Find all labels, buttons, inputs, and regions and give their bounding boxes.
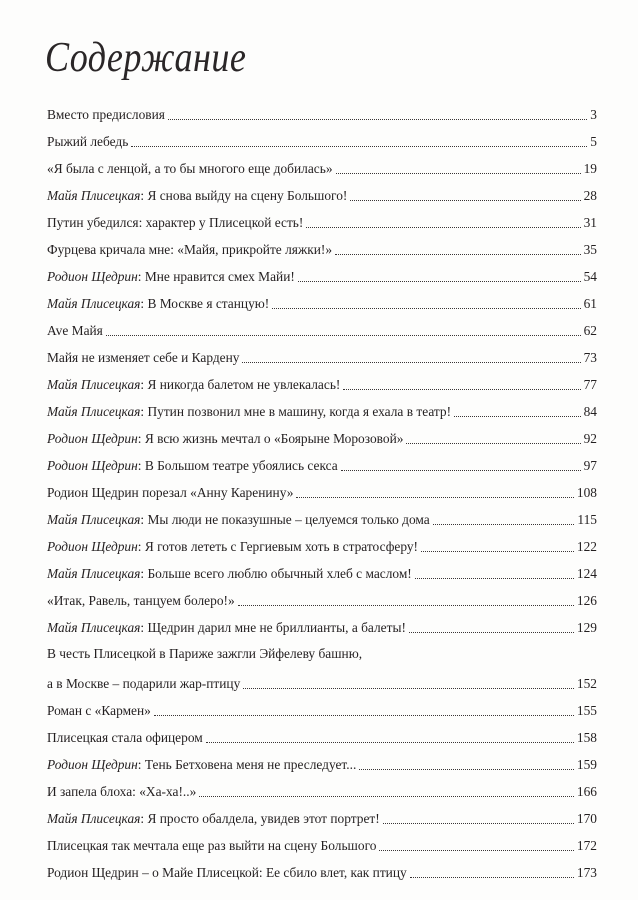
toc-page-number: 77 (583, 377, 597, 392)
toc-entry[interactable] (47, 258, 597, 285)
toc-entry-title (47, 593, 235, 609)
toc-entry[interactable] (47, 692, 597, 719)
dot-leader (298, 281, 581, 282)
toc-page-number: 152 (576, 676, 597, 691)
toc-entry[interactable] (47, 582, 597, 609)
toc-page-number: 115 (577, 512, 597, 527)
toc-entry-title (47, 296, 269, 312)
toc-entry[interactable] (47, 177, 597, 204)
toc-entry-text: : Щедрин дарил мне не бриллианты, а балеты! (140, 620, 406, 635)
toc-entry[interactable] (47, 854, 597, 881)
toc-entry-title (47, 784, 196, 800)
toc-entry-text: : Я всю жизнь мечтал о «Боярыне Морозовой» (137, 431, 404, 446)
toc-page-number: 62 (583, 323, 597, 338)
toc-page-number: 172 (576, 838, 597, 853)
dot-leader (336, 173, 581, 174)
toc-entry-title (47, 539, 418, 555)
toc-entry-title (47, 431, 403, 447)
toc-page-number: 129 (576, 620, 597, 635)
toc-entry-text: : Путин позвонил мне в машину, когда я ехала в театр! (140, 404, 452, 419)
dot-leader (238, 605, 574, 606)
toc-entry[interactable] (47, 285, 597, 312)
toc-entry-author: Майя Плисецкая (47, 296, 141, 311)
toc-entry-title (47, 161, 333, 177)
toc-entry-text: Родион Щедрин – о Майе Плисецкой: Ее сбило влет, как птицу (47, 865, 407, 880)
toc-entry-title (47, 703, 151, 719)
toc-entry[interactable] (47, 339, 597, 366)
toc-entry[interactable] (47, 746, 597, 773)
toc-page-number: 73 (583, 350, 597, 365)
toc-entry-author: Майя Плисецкая (47, 811, 141, 826)
toc-entry-title (47, 620, 406, 636)
dot-leader (154, 715, 574, 716)
toc-page-number: 108 (576, 485, 597, 500)
toc-entry-author: Родион Щедрин (47, 269, 138, 284)
toc-entry[interactable] (47, 393, 597, 420)
toc-entry-author: Родион Щедрин (47, 757, 138, 772)
dot-leader (343, 389, 580, 390)
dot-leader (242, 362, 580, 363)
toc-page-number: 3 (590, 107, 597, 122)
toc-entry-title (47, 757, 356, 773)
toc-page-number: 28 (583, 188, 597, 203)
toc-page-number: 126 (576, 593, 597, 608)
toc-entry-text: Фурцева кричала мне: «Майя, прикройте ляжки!» (47, 242, 333, 257)
toc-entry[interactable] (47, 204, 597, 231)
toc-entry-text: Плисецкая так мечтала еще раз выйти на сцену Большого (47, 838, 377, 853)
toc-entry-title (47, 323, 103, 339)
toc-entry-title (47, 269, 295, 285)
toc-entry-text: а в Москве – подарили жар-птицу (47, 676, 241, 691)
toc-entry-text: «Я была с ленцой, а то бы многого еще добилась» (47, 161, 333, 176)
toc-entry-text: : Мы люди не показушные – целуемся только дома (140, 512, 430, 527)
dot-leader (199, 796, 574, 797)
dot-leader (243, 688, 574, 689)
dot-leader (421, 551, 574, 552)
dot-leader (206, 742, 574, 743)
toc-entry-text: : Я снова выйду на сцену Большого! (140, 188, 348, 203)
toc-page-number: 158 (576, 730, 597, 745)
toc-entry-title (47, 404, 451, 420)
toc-entry-title (47, 512, 430, 528)
toc-entry-text: Путин убедился: характер у Плисецкой есть! (47, 215, 304, 230)
toc-page-number: 122 (576, 539, 597, 554)
toc-entry[interactable] (47, 231, 597, 258)
dot-leader (415, 578, 574, 579)
dot-leader (168, 119, 587, 120)
dot-leader (335, 254, 581, 255)
toc-page-number: 170 (576, 811, 597, 826)
toc-page-number: 155 (576, 703, 597, 718)
toc-entry-text: Родион Щедрин порезал «Анну Каренину» (47, 485, 294, 500)
dot-leader (131, 146, 587, 147)
toc-entry-text: Плисецкая стала офицером (47, 730, 203, 745)
toc-page-number: 5 (590, 134, 597, 149)
toc-entry-text: : В Большом театре убоялись секса (137, 458, 338, 473)
toc-entry-author: Майя Плисецкая (47, 188, 141, 203)
toc-entry-title (47, 566, 412, 582)
toc-entry-author: Майя Плисецкая (47, 620, 141, 635)
toc-page-number: 35 (583, 242, 597, 257)
dot-leader (359, 769, 574, 770)
toc-entry-author: Майя Плисецкая (47, 512, 141, 527)
toc-entry-text: : Я готов лететь с Гергиевым хоть в стратосферу! (137, 539, 418, 554)
toc-entry-author: Родион Щедрин (47, 539, 138, 554)
toc-entry[interactable] (47, 528, 597, 555)
toc-entry[interactable] (47, 447, 597, 474)
toc-entry-author: Родион Щедрин (47, 431, 138, 446)
dot-leader (341, 470, 581, 471)
toc-entry-title (47, 838, 376, 854)
dot-leader (383, 823, 574, 824)
toc-entry-title (47, 134, 128, 150)
toc-page-number: 54 (583, 269, 597, 284)
toc-page-number: 173 (576, 865, 597, 880)
toc-entry-title (47, 485, 293, 501)
toc-entry-text: В честь Плисецкой в Париже зажгли Эйфелеву башню, (47, 646, 363, 661)
dot-leader (106, 335, 581, 336)
toc-entry-text: : Тень Бетховена меня не преследует... (137, 757, 357, 772)
toc-entry-text: «Итак, Равель, танцуем болеро!» (47, 593, 235, 608)
toc-page-number: 97 (583, 458, 597, 473)
dot-leader (350, 200, 580, 201)
table-of-contents (47, 96, 597, 881)
toc-entry-text: Рыжий лебедь (47, 134, 129, 149)
toc-entry-title (47, 811, 380, 827)
toc-entry-text: И запела блоха: «Ха-ха!..» (47, 784, 197, 799)
toc-entry[interactable] (47, 827, 597, 854)
toc-entry[interactable] (47, 366, 597, 393)
toc-entry-title (47, 107, 165, 123)
toc-entry-text: : В Москве я станцую! (140, 296, 270, 311)
toc-entry-text: : Мне нравится смех Майи! (137, 269, 295, 284)
toc-entry[interactable] (47, 123, 597, 150)
toc-entry[interactable] (47, 773, 597, 800)
toc-page-number: 61 (583, 296, 597, 311)
toc-entry-title (47, 458, 338, 474)
dot-leader (409, 632, 574, 633)
toc-entry[interactable] (47, 420, 597, 447)
dot-leader (433, 524, 575, 525)
toc-page-number: 159 (576, 757, 597, 772)
toc-entry-title (47, 215, 303, 231)
page-title: Содержание (45, 35, 247, 81)
toc-page-number: 84 (583, 404, 597, 419)
dot-leader (379, 850, 573, 851)
toc-entry-text: : Я просто обалдела, увидев этот портрет! (140, 811, 380, 826)
toc-entry[interactable] (47, 800, 597, 827)
toc-entry-text: Роман с «Кармен» (47, 703, 151, 718)
toc-entry-line (47, 676, 597, 692)
toc-entry-text: : Я никогда балетом не увлекалась! (140, 377, 341, 392)
toc-entry-title (47, 730, 203, 746)
toc-entry-title (47, 377, 340, 393)
toc-entry-text: : Больше всего люблю обычный хлеб с маслом! (140, 566, 412, 581)
toc-entry[interactable] (47, 555, 597, 582)
toc-page-number: 31 (583, 215, 597, 230)
toc-page-number: 166 (576, 784, 597, 799)
toc-entry[interactable] (47, 636, 597, 692)
dot-leader (410, 877, 574, 878)
dot-leader (454, 416, 581, 417)
toc-entry[interactable] (47, 609, 597, 636)
toc-entry-title (47, 350, 239, 366)
toc-entry[interactable] (47, 474, 597, 501)
toc-entry-title (47, 242, 332, 258)
toc-entry[interactable] (47, 150, 597, 177)
toc-entry[interactable] (47, 96, 597, 123)
toc-entry-author: Родион Щедрин (47, 458, 138, 473)
toc-page-number: 124 (576, 566, 597, 581)
toc-entry-title (47, 865, 407, 881)
toc-entry[interactable] (47, 312, 597, 339)
toc-entry-author: Майя Плисецкая (47, 566, 141, 581)
toc-page-number: 19 (583, 161, 597, 176)
toc-entry-text: Вместо предисловия (47, 107, 165, 122)
toc-entry-text: Майя не изменяет себе и Кардену (47, 350, 240, 365)
toc-page-number: 92 (583, 431, 597, 446)
dot-leader (406, 443, 580, 444)
dot-leader (306, 227, 580, 228)
dot-leader (272, 308, 580, 309)
toc-entry-author: Майя Плисецкая (47, 377, 141, 392)
toc-entry-author: Майя Плисецкая (47, 404, 141, 419)
toc-entry[interactable] (47, 501, 597, 528)
toc-entry-text: Ave Майя (47, 323, 103, 338)
toc-entry-title (47, 188, 347, 204)
toc-entry[interactable] (47, 719, 597, 746)
dot-leader (296, 497, 573, 498)
